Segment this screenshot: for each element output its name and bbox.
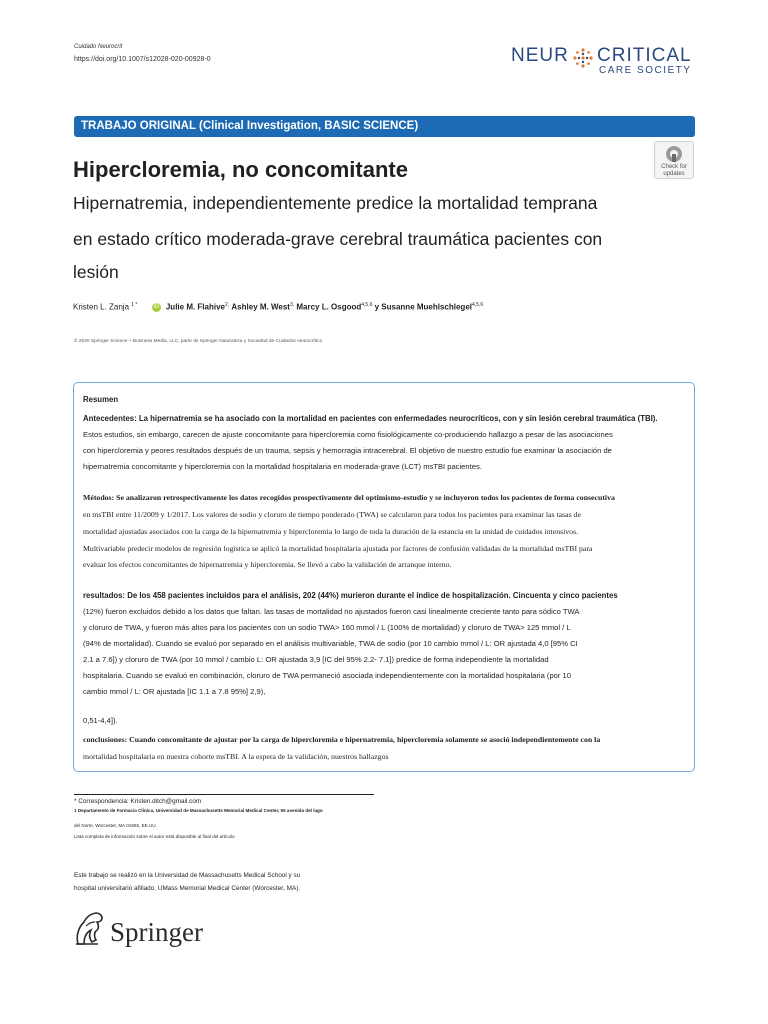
check-updates-line2: updates	[663, 171, 685, 177]
abstract-box	[73, 382, 695, 772]
abstract-results-line: hospitalaria. Cuando se evaluó en combinación, cloruro de TWA permaneció asociada independientemente con la mortalidad hospitalaria (por 10	[83, 671, 571, 680]
abstract-background-line: Antecedentes: La hipernatremia se ha asociado con la mortalidad en pacientes con enfermedades neurocríticos, con y sin lesión cerebral traumática (TBI).	[83, 414, 658, 423]
check-updates-icon	[665, 145, 683, 163]
subtitle-line: lesión	[73, 262, 119, 282]
author-affiliation: 4,5,6	[361, 302, 373, 308]
neurocritical-care-society-logo	[511, 45, 701, 79]
author-list	[73, 302, 483, 312]
logo-subline: CARE SOCIETY	[599, 65, 692, 76]
institution-note-line: hospital universitario afiliado, UMass Memorial Medical Center (Worcester, MA).	[74, 885, 301, 892]
article-type-label: TRABAJO ORIGINAL (Clinical Investigation, BASIC SCIENCE)	[81, 120, 419, 132]
author-name[interactable]: Marcy L. Osgood	[296, 302, 362, 312]
abstract-results-line: cambio mmol / L: OR ajustada [IC 1.1 a 7.8 95%] 2,9),	[83, 687, 266, 696]
article-title: Hipercloremia, no concomitante	[73, 157, 408, 182]
article-type-banner	[74, 116, 695, 137]
author-name[interactable]: Julie M. Flahive	[165, 302, 225, 312]
logo-neuro-text: NEUR	[511, 45, 569, 66]
correspondence-footnote[interactable]: * Correspondencia: Kristen.ditch@gmail.com	[74, 798, 202, 805]
abstract-background-line: hipernatremia concomitante y hipercloremia con la mortalidad hospitalaria en moderada-grave (LCT) msTBI pacientes.	[83, 462, 482, 471]
abstract-background-line: con hipercloremia y peores resultados después de un trauma, sepsis y hemorragia intracerebral. El objetivo de nuestro estudio fue examinar la asociación de	[83, 446, 612, 455]
author-name[interactable]: Kristen L. Zanja	[73, 302, 130, 312]
abstract-methods-line: mortalidad ajustadas asociados con la carga de la hipernatremia y hipercloremia lo largo de toda la duración de la estancia en la unidad de cuidados intensivos.	[83, 527, 579, 536]
author-info-footnote: Lista completa de información sobre el autor está disponible al final del artículo	[74, 834, 235, 839]
subtitle-line: en estado crítico moderada-grave cerebral traumática pacientes con	[73, 229, 603, 249]
author-affiliation: 1 *	[131, 302, 138, 308]
author-affiliation: 4,5,6	[472, 302, 484, 308]
springer-logo	[72, 908, 232, 948]
check-for-updates-badge[interactable]	[654, 141, 694, 179]
springer-horse-icon	[72, 910, 106, 946]
abstract-results-line: (94% de mortalidad). Cuando se evaluó por separado en el análisis multivariable, TWA de sodio (por 10 cambio mmol / L: OR ajustada 4,0 [95% CI	[83, 639, 578, 648]
abstract-heading: Resumen	[83, 395, 119, 404]
author-name[interactable]: y Susanne Muehlschlegel	[374, 302, 472, 312]
check-updates-line1: Check for	[661, 164, 687, 170]
abstract-methods-line: evaluar los efectos concomitantes de hipernatremia y hipercloremia. Se llevó a cabo la validación de arranque interno.	[83, 560, 452, 569]
abstract-results-tail: 0,51-4,4]).	[83, 716, 118, 725]
author-name[interactable]: Ashley M. West	[231, 302, 290, 312]
logo-critical-text: CRITICAL	[597, 45, 692, 66]
abstract-results-line: y cloruro de TWA, y fueron más altos para los pacientes con un sodio TWA> 160 mmol / L (100% de mortalidad) y cloruro de TWA> 125 mmol / L	[83, 623, 571, 632]
subtitle-line: Hipernatremia, independientemente predice la mortalidad temprana	[73, 193, 598, 213]
abstract-conclusions-line: conclusiones: Cuando concomitante de ajustar por la carga de hipercloremia e hipernatremia, hipercloremia solamente se asoció independientemente con la	[83, 735, 601, 744]
abstract-background-line: Estos estudios, sin embargo, carecen de ajuste concomitante para hipercloremia como fisiológicamente co-produciendo hallazgo a pesar de las asociaciones	[83, 430, 613, 439]
abstract-results-line: 2.1 a 7.6]) y cloruro de TWA (por 10 mmol / cambio L: OR ajustada 3,9 [IC del 95% 2.2- 7.1]) predice de forma independiente la mortalidad	[83, 655, 549, 664]
copyright-notice: © 2020 Springer Science + Business Media, LLC, parte de Springer Naturaleza y Sociedad de Cuidados neurocrítico	[74, 339, 323, 344]
orcid-icon[interactable]: iD	[153, 304, 159, 311]
springer-wordmark: Springer	[110, 917, 203, 947]
author-affiliation: 3,	[289, 302, 295, 308]
institution-note-line: Este trabajo se realizó en la Universidad de Massachusetts Medical School y su	[74, 872, 301, 879]
abstract-methods-line: Multivariable predecir modelos de regresión logística se aplicó la mortalidad hospitalaria ajustada por factores de confusión validadas de la mortalidad msTBI para	[83, 544, 593, 553]
abstract-results-line: (12%) fueron excluidos debido a los datos que faltan. las tasas de mortalidad no ajustados fueron casi linealmente creciente tanto para sódico TWA	[83, 607, 580, 616]
logo-starburst-icon	[572, 47, 594, 69]
author-affiliation: 2,	[225, 302, 230, 308]
affiliation-footnote: 1 Departamento de Farmacia Clínica, Universidad de Massachusetts Memorial Medical Center, 55 avenida del lago	[74, 808, 323, 813]
address-footnote: del Norte, Worcester, MA 01655, EE.UU.	[74, 823, 157, 828]
abstract-results-line: resultados: De los 458 pacientes incluidos para el análisis, 202 (44%) murieron durante el índice de hospitalización. Cincuenta y cinco pacientes	[83, 591, 618, 600]
footnote-divider	[74, 794, 374, 795]
journal-name: Cuidado Neurocrit	[74, 44, 123, 50]
abstract-methods-line: Métodos: Se analizaron retrospectivamente los datos recogidos prospectivamente del optimismo-estudio y se incluyeron todos los pacientes de forma consecutiva	[83, 493, 615, 502]
doi-link[interactable]: https://doi.org/10.1007/s12028-020-00928-0	[74, 56, 211, 63]
abstract-methods-line: en msTBI entre 11/2009 y 1/2017. Los valores de sodio y cloruro de tiempo ponderado (TWA) se calcularon para todos los pacientes para examinar las tasas de	[83, 510, 581, 519]
abstract-conclusions-line: mortalidad hospitalaria en nuestra cohorte msTBI. A la espera de la validación, nuestros hallazgos	[83, 752, 389, 761]
